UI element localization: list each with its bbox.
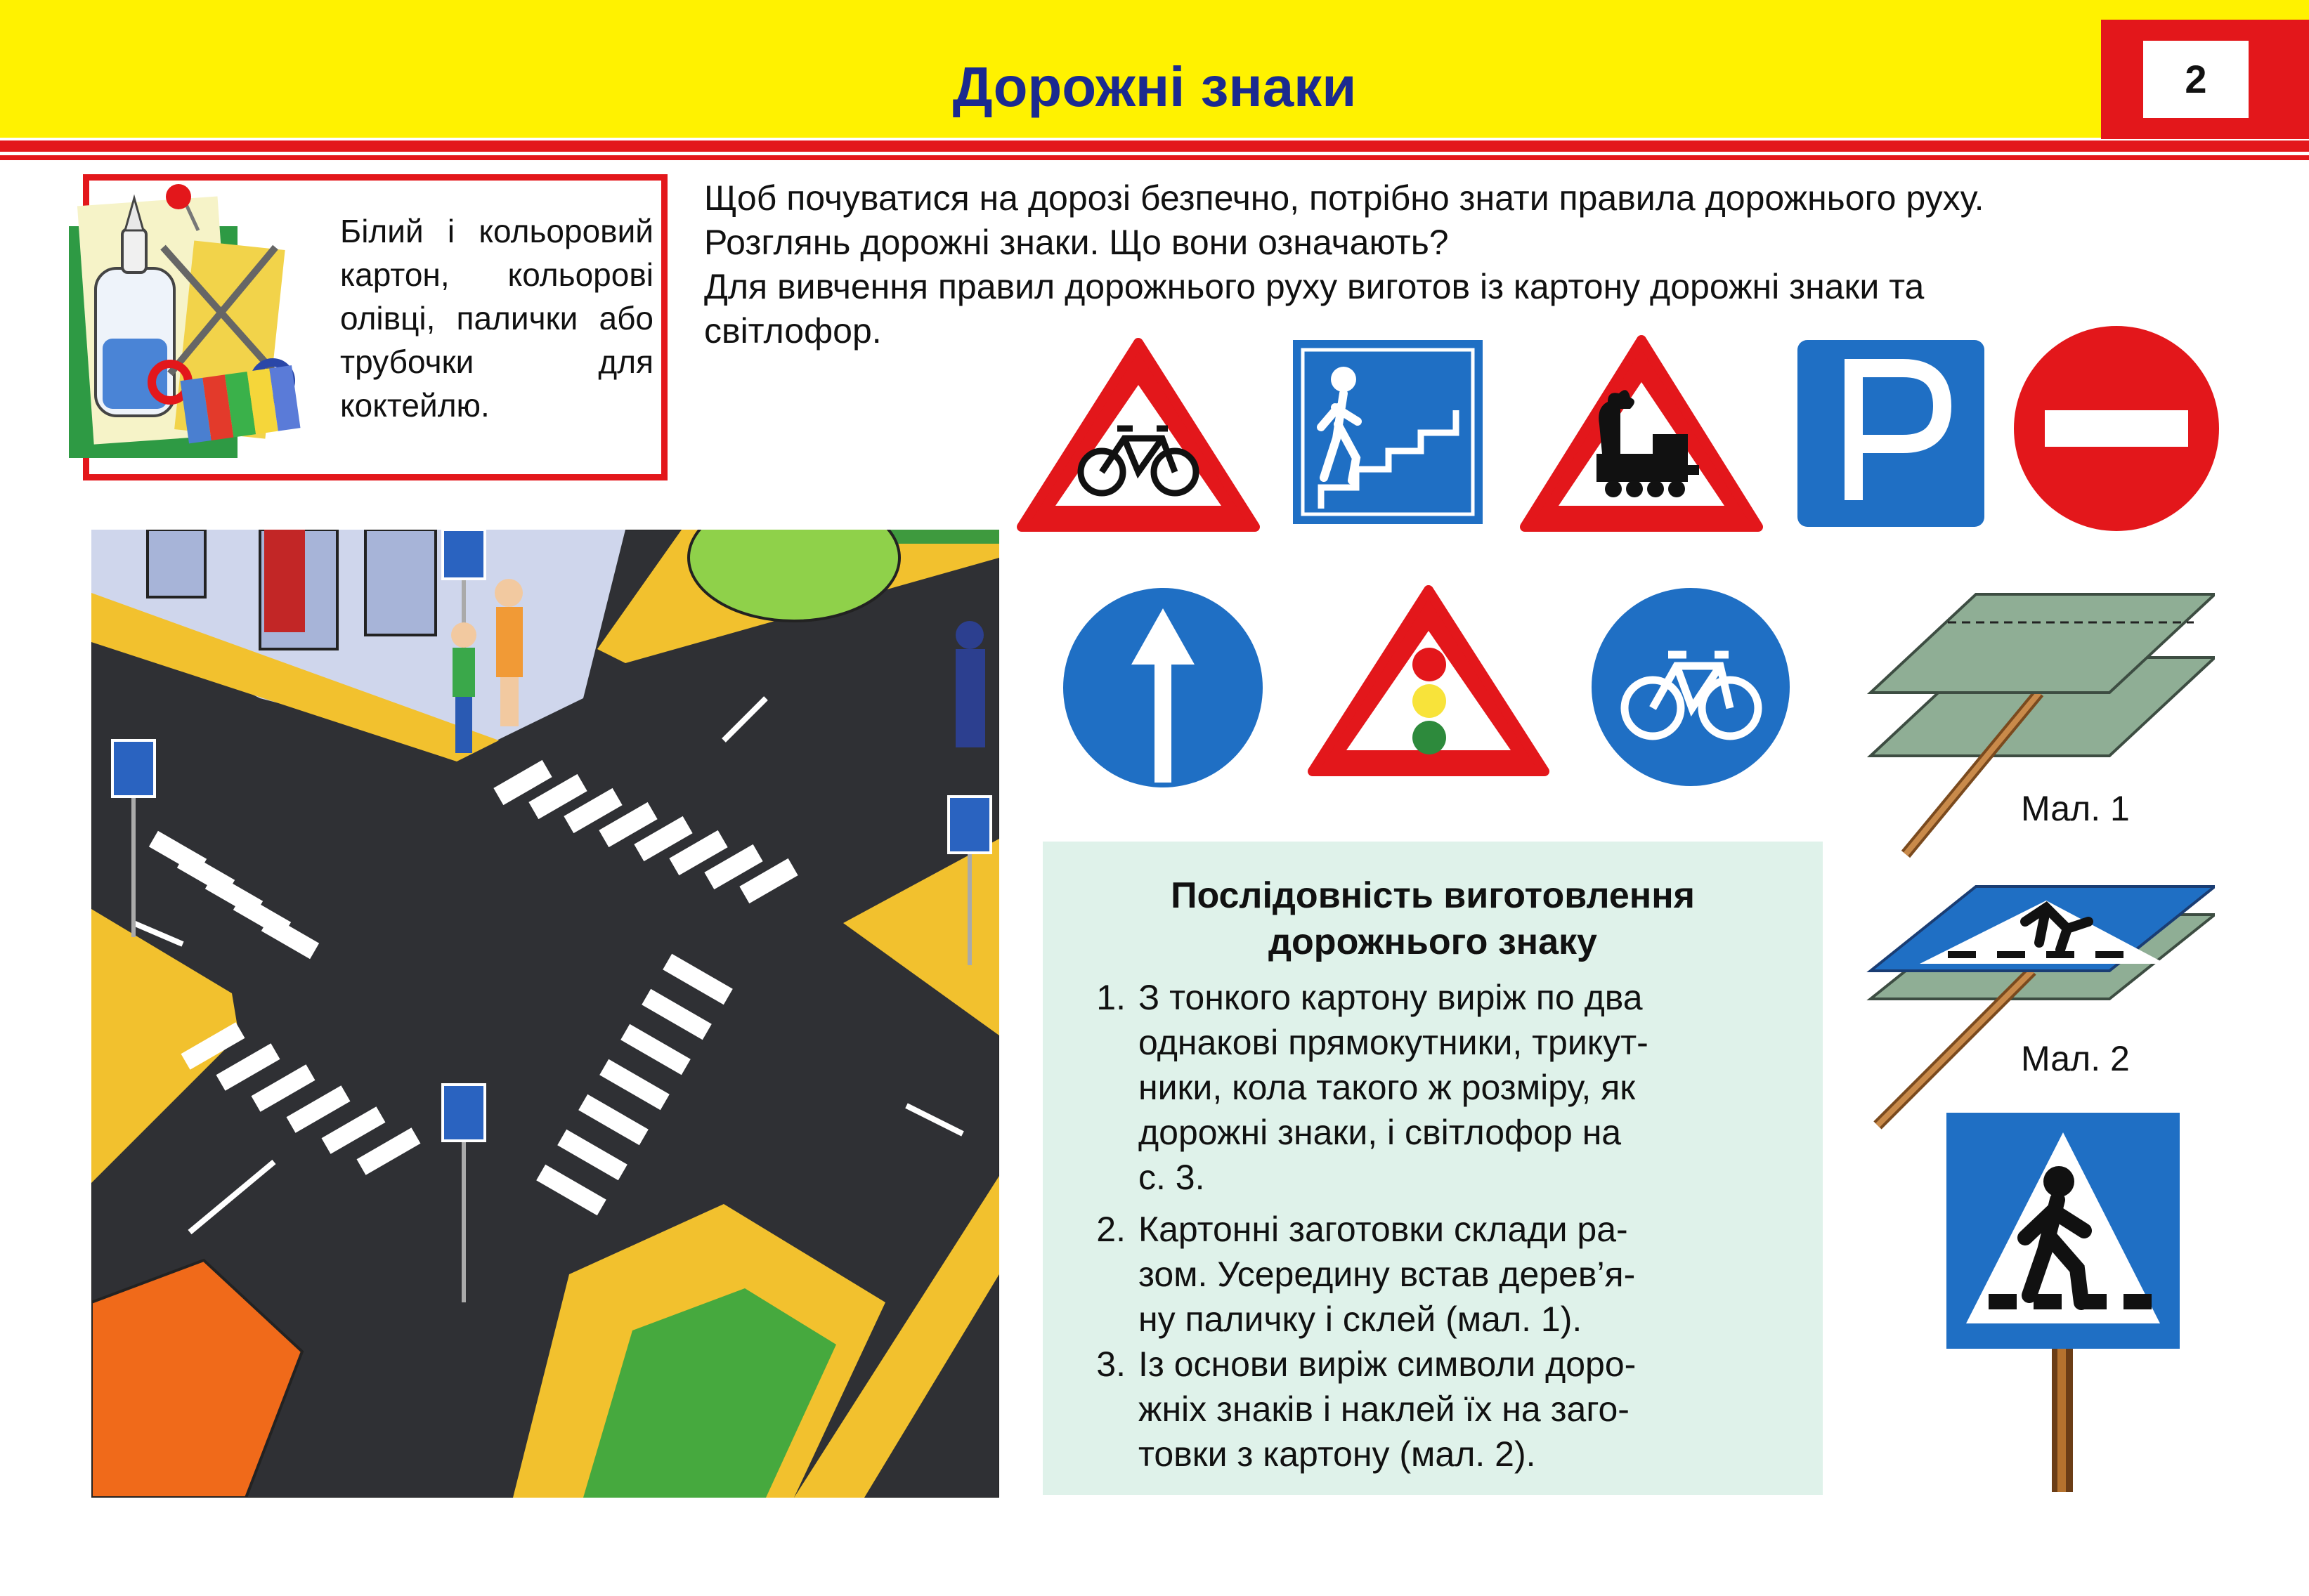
step-2-text (1138, 1207, 1743, 1342)
page-title: Дорожні знаки (952, 55, 1357, 118)
figure-2-caption: Мал. 2 (2021, 1039, 2130, 1078)
materials-text: Білий і кольоровий картон, кольорові олівці, палички або трубочки для коктейлю. (340, 213, 653, 424)
step-number: 3. (1096, 1345, 1126, 1384)
instructions-title (1043, 872, 1823, 965)
step-line: Картонні заготовки склади ра- (1138, 1210, 1628, 1249)
header-rule-thin (0, 155, 2309, 160)
step-line: однакові прямокутники, трикут- (1138, 1023, 1648, 1062)
step-number: 2. (1096, 1210, 1126, 1249)
traffic-light-warning-sign (1303, 580, 1554, 781)
intro-line-3: Для вивчення правил дорожнього руху виготов із картону дорожні знаки та (704, 267, 1925, 306)
step-line: Із основи виріж символи доро- (1138, 1345, 1637, 1384)
step-line: зом. Усередину встав дерев’я- (1138, 1255, 1636, 1294)
step-line: З тонкого картону виріж по два (1138, 978, 1643, 1017)
pedestrian-crossing-sign (1946, 1113, 2180, 1492)
header-rule (0, 140, 2309, 152)
intersection-illustration (91, 530, 999, 1498)
instructions-title-line-1: Послідовність виготовлення (1171, 875, 1695, 916)
instructions-title-line-2: дорожнього знаку (1268, 922, 1597, 962)
step-line: товки з картону (мал. 2). (1138, 1434, 1536, 1474)
step-number: 1. (1096, 978, 1126, 1017)
bicycle-path-sign (1591, 587, 1790, 787)
craft-supplies-illustration (65, 184, 325, 458)
parking-sign (1797, 340, 1984, 527)
intro-line-4: світлофор. (704, 311, 882, 351)
no-entry-sign (2012, 325, 2220, 532)
assembled-sign-figure (1864, 858, 2215, 1132)
pedestrian-underpass-sign (1293, 340, 1483, 524)
bicycle-warning-sign (1012, 333, 1265, 537)
step-line: с. 3. (1138, 1158, 1205, 1197)
intro-line-1: Щоб почуватися на дорозі безпечно, потрібно знати правила дорожнього руху. (704, 178, 1984, 218)
step-line: дорожні знаки, і світлофор на (1138, 1113, 1622, 1152)
straight-ahead-sign (1062, 587, 1263, 788)
page-number: 2 (2143, 41, 2249, 118)
step-line: жніх знаків і наклей їх на заго- (1138, 1389, 1630, 1429)
figure-1-caption: Мал. 1 (2021, 789, 2130, 828)
step-3-text (1138, 1342, 1743, 1477)
step-line: ну паличку і склей (мал. 1). (1138, 1300, 1582, 1339)
step-line: ники, кола такого ж розміру, як (1138, 1068, 1636, 1107)
intro-line-2: Розглянь дорожні знаки. Що вони означають? (704, 223, 1449, 262)
step-1-text (1138, 975, 1743, 1200)
railway-crossing-warning-sign (1515, 330, 1768, 537)
